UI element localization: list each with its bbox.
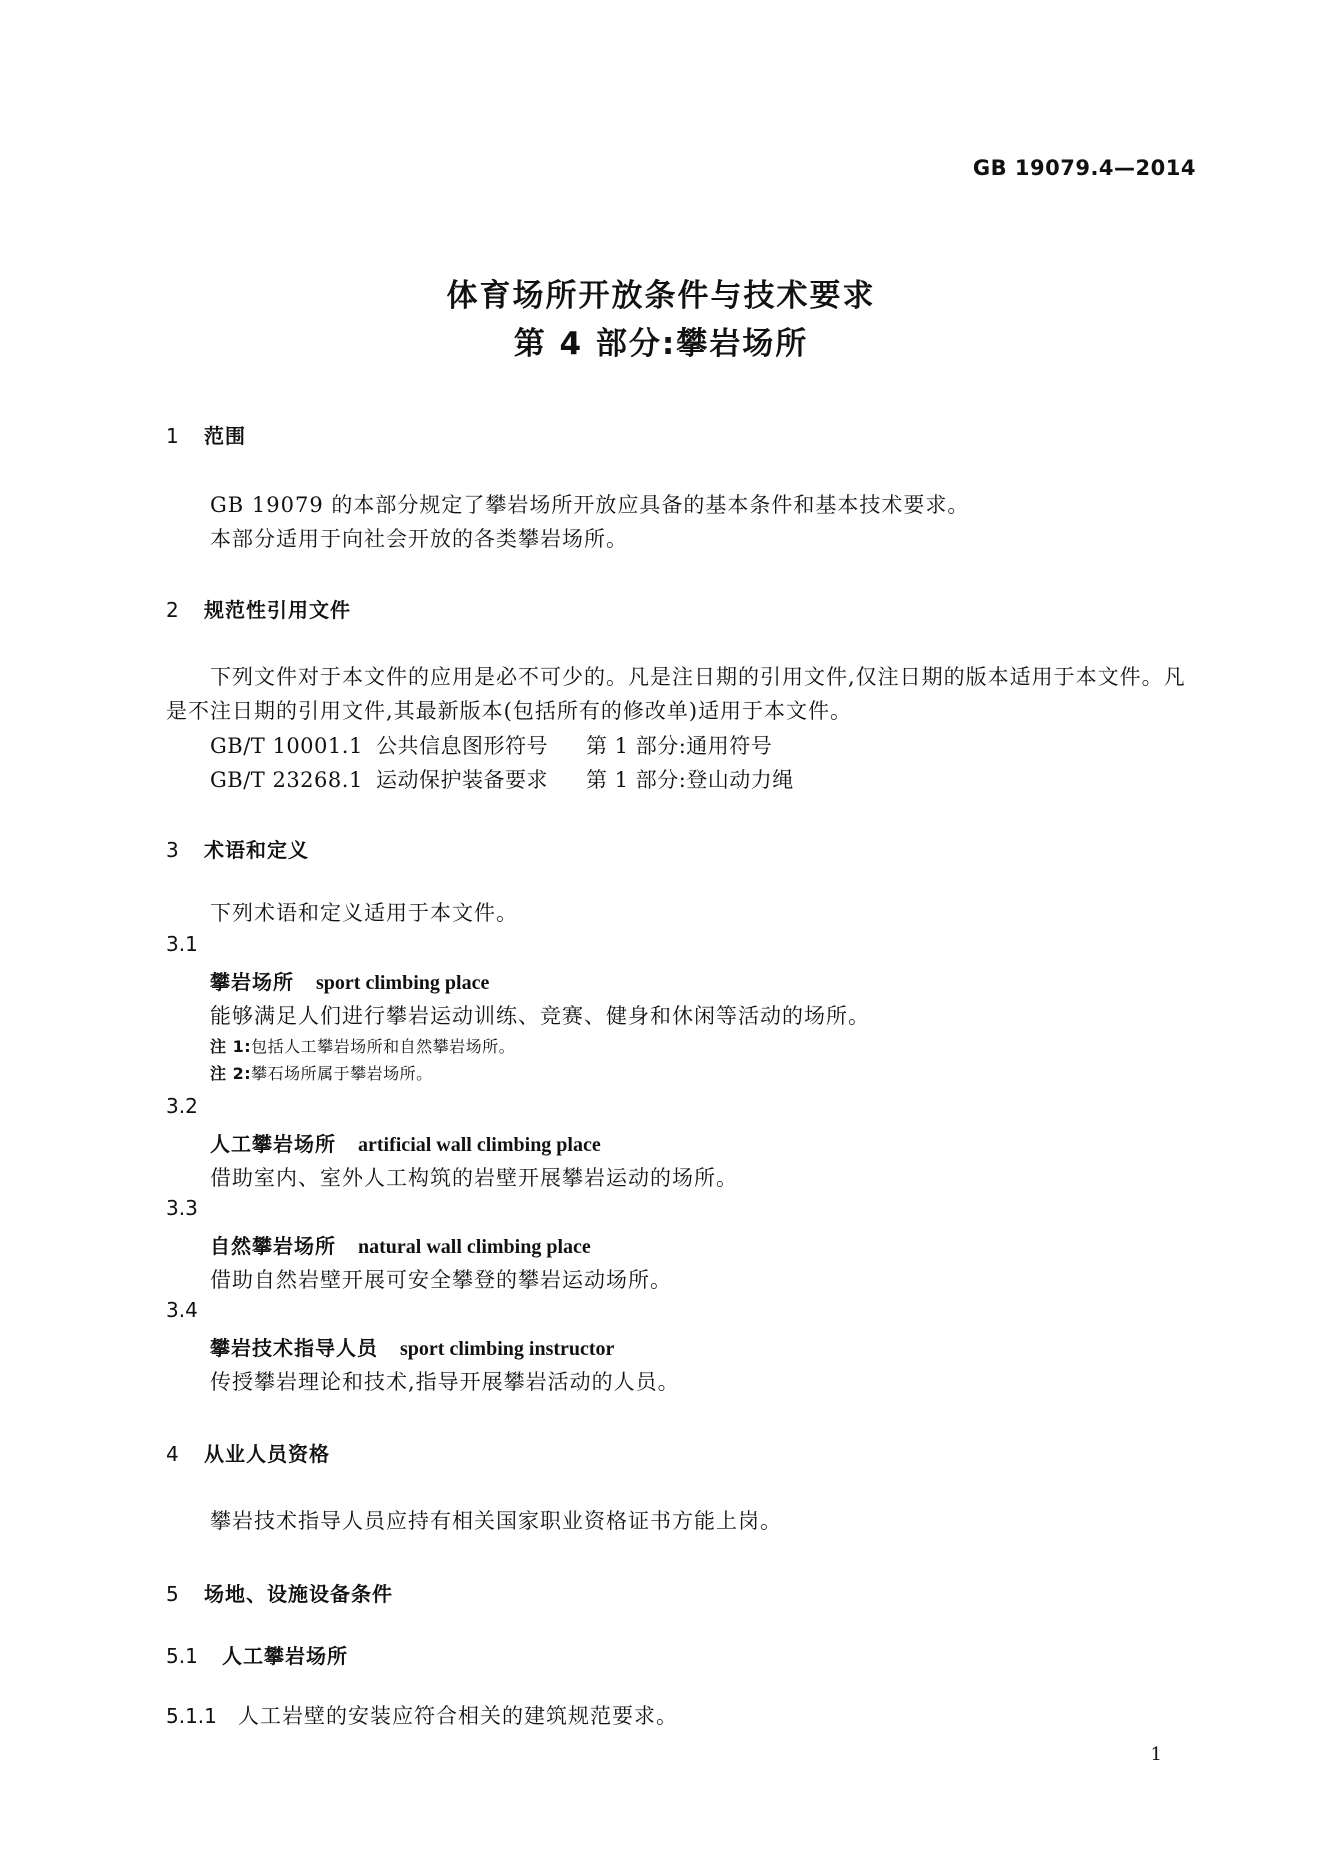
- term-entry: 自然攀岩场所 natural wall climbing place: [210, 1234, 591, 1258]
- term-definition: 借助自然岩壁开展可安全攀登的攀岩运动场所。: [210, 1268, 672, 1292]
- term-number: 3.1: [166, 932, 198, 956]
- section-heading-5: 5 场地、设施设备条件: [166, 1582, 393, 1606]
- subsection-heading: 5.1 人工攀岩场所: [166, 1644, 348, 1668]
- section-heading-3: 3 术语和定义: [166, 838, 309, 862]
- term-number: 3.2: [166, 1094, 198, 1118]
- term-definition: 借助室内、室外人工构筑的岩壁开展攀岩运动的场所。: [210, 1166, 738, 1190]
- normative-reference: GB/T 23268.1 运动保护装备要求 第 1 部分:登山动力绳: [210, 768, 794, 792]
- normative-reference: GB/T 10001.1 公共信息图形符号 第 1 部分:通用符号: [210, 734, 773, 758]
- term-number: 3.4: [166, 1298, 198, 1322]
- document-title: 体育场所开放条件与技术要求: [446, 278, 876, 314]
- page-number: 1: [1150, 1744, 1162, 1765]
- term-entry: 人工攀岩场所 artificial wall climbing place: [210, 1132, 601, 1156]
- section-heading-1: 1 范围: [166, 424, 246, 448]
- paragraph: 本部分适用于向社会开放的各类攀岩场所。: [210, 527, 628, 551]
- paragraph: 下列文件对于本文件的应用是必不可少的。凡是注日期的引用文件,仅注日期的版本适用于本文件。凡是不注日期的引用文件,其最新版本(包括所有的修改单)适用于本文件。: [166, 665, 1186, 723]
- term-definition: 能够满足人们进行攀岩运动训练、竞赛、健身和休闲等活动的场所。: [210, 1004, 870, 1028]
- term-number: 3.3: [166, 1196, 198, 1220]
- section-heading-4: 4 从业人员资格: [166, 1442, 330, 1466]
- term-entry: 攀岩技术指导人员 sport climbing instructor: [210, 1336, 615, 1360]
- term-entry: 攀岩场所 sport climbing place: [210, 970, 490, 994]
- paragraph: 下列术语和定义适用于本文件。: [210, 901, 518, 925]
- paragraph: GB 19079 的本部分规定了攀岩场所开放应具备的基本条件和基本技术要求。: [210, 493, 970, 517]
- paragraph: 攀岩技术指导人员应持有相关国家职业资格证书方能上岗。: [210, 1509, 782, 1533]
- term-note: 注 2:攀石场所属于攀岩场所。: [210, 1064, 433, 1083]
- section-heading-2: 2 规范性引用文件: [166, 598, 351, 622]
- clause: 5.1.1 人工岩壁的安装应符合相关的建筑规范要求。: [166, 1704, 678, 1728]
- term-note: 注 1:包括人工攀岩场所和自然攀岩场所。: [210, 1037, 516, 1056]
- document-subtitle: 第 4 部分:攀岩场所: [513, 326, 809, 362]
- standard-code: GB 19079.4—2014: [972, 156, 1196, 180]
- term-definition: 传授攀岩理论和技术,指导开展攀岩活动的人员。: [210, 1370, 680, 1394]
